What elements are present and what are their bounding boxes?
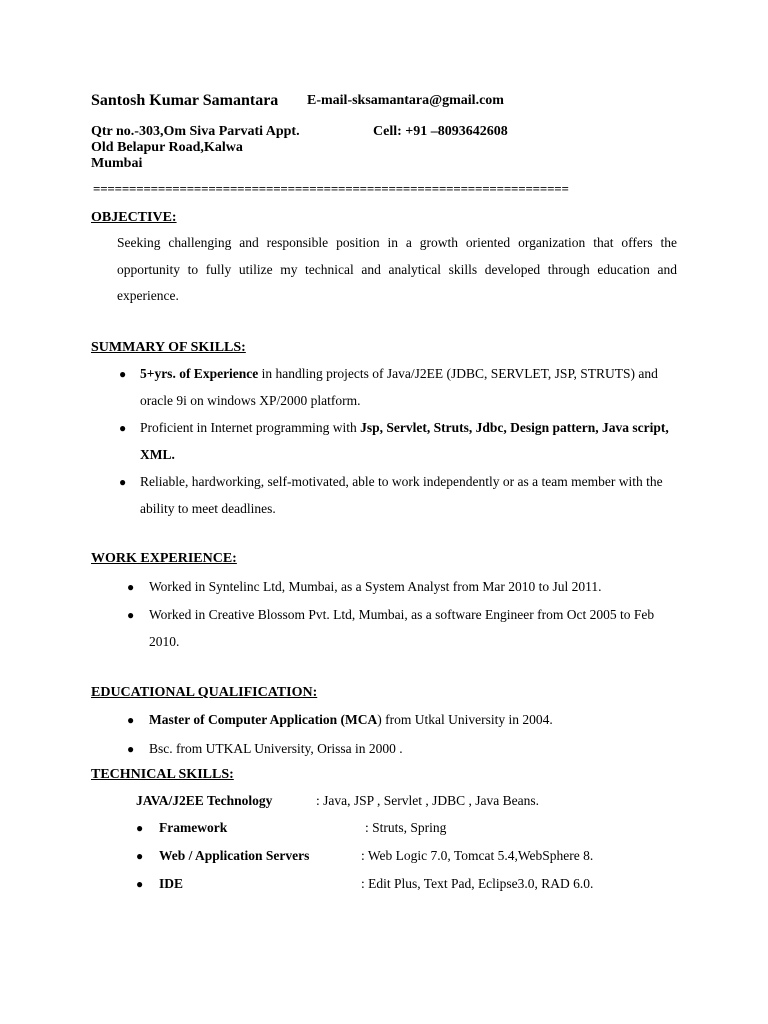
skills-summary-item: Reliable, hardworking, self-motivated, able to work independently or as a team member with the ability to meet deadlines.: [140, 474, 663, 516]
skills-summary-item-text: Proficient in Internet programming with: [140, 420, 361, 435]
cell-number: Cell: +91 –8093642608: [373, 124, 508, 139]
skills-summary-item-bold: 5+yrs. of Experience: [140, 366, 259, 381]
bullet-icon: ●: [119, 475, 127, 489]
address-line-3: Mumbai: [91, 156, 143, 171]
bullet-icon: ●: [119, 421, 127, 435]
technical-skill-value: : Web Logic 7.0, Tomcat 5.4,WebSphere 8.: [361, 848, 594, 863]
candidate-name: Santosh Kumar Samantara: [91, 92, 279, 109]
objective-text: Seeking challenging and responsible position in a growth oriented organization that offers the opportunity to fully utilize my technical and analytical skills developed through education and experience.: [117, 235, 677, 303]
bullet-icon: ●: [119, 367, 127, 381]
technical-skill-value: : Edit Plus, Text Pad, Eclipse3.0, RAD 6.0.: [361, 876, 594, 891]
bullet-icon: ●: [136, 877, 144, 891]
separator-line: ==================================================================: [93, 181, 569, 196]
technical-skill-value: : Java, JSP , Servlet , JDBC , Java Beans.: [316, 793, 539, 808]
bullet-icon: ●: [127, 580, 135, 594]
bullet-icon: ●: [136, 849, 144, 863]
bullet-icon: ●: [127, 608, 135, 622]
bullet-icon: ●: [127, 713, 135, 727]
bullet-icon: ●: [127, 742, 135, 756]
skills-summary-heading: SUMMARY OF SKILLS:: [91, 340, 246, 355]
address-line-1: Qtr no.-303,Om Siva Parvati Appt.: [91, 124, 300, 139]
education-item: Bsc. from UTKAL University, Orissa in 2000 .: [149, 741, 403, 756]
objective-heading: OBJECTIVE:: [91, 210, 177, 225]
technical-skill-label: JAVA/J2EE Technology: [136, 793, 273, 808]
technical-skill-label: IDE: [159, 876, 184, 891]
skills-summary-item: [140, 415, 670, 468]
skills-summary-item: [140, 361, 660, 414]
skills-summary-item-text: in handling projects of Java/J2EE (JDBC, SERVLET, JSP, STRUTS) and oracle 9i on windows XP/2000 platform.: [140, 366, 658, 408]
technical-skills-heading: TECHNICAL SKILLS:: [91, 767, 234, 782]
work-experience-item: Worked in Creative Blossom Pvt. Ltd, Mumbai, as a software Engineer from Oct 2005 to Feb 2010.: [149, 607, 655, 649]
work-experience-heading: WORK EXPERIENCE:: [91, 551, 237, 566]
education-heading: EDUCATIONAL QUALIFICATION:: [91, 685, 318, 700]
education-item: [149, 707, 689, 734]
technical-skill-value: : Struts, Spring: [365, 820, 447, 835]
email-address: E-mail-sksamantara@gmail.com: [307, 93, 504, 108]
skills-summary-item-bold: Jsp, Servlet, Struts, Jdbc, Design pattern, Java script, XML.: [140, 420, 669, 462]
address-line-2: Old Belapur Road,Kalwa: [91, 140, 243, 155]
education-item-text: ) from Utkal University in 2004.: [377, 712, 553, 727]
bullet-icon: ●: [136, 821, 144, 835]
work-experience-item: Worked in Syntelinc Ltd, Mumbai, as a System Analyst from Mar 2010 to Jul 2011.: [149, 579, 602, 594]
education-item-bold: Master of Computer Application (MCA: [149, 712, 378, 727]
technical-skill-label: Web / Application Servers: [159, 848, 310, 863]
technical-skill-label: Framework: [159, 820, 228, 835]
